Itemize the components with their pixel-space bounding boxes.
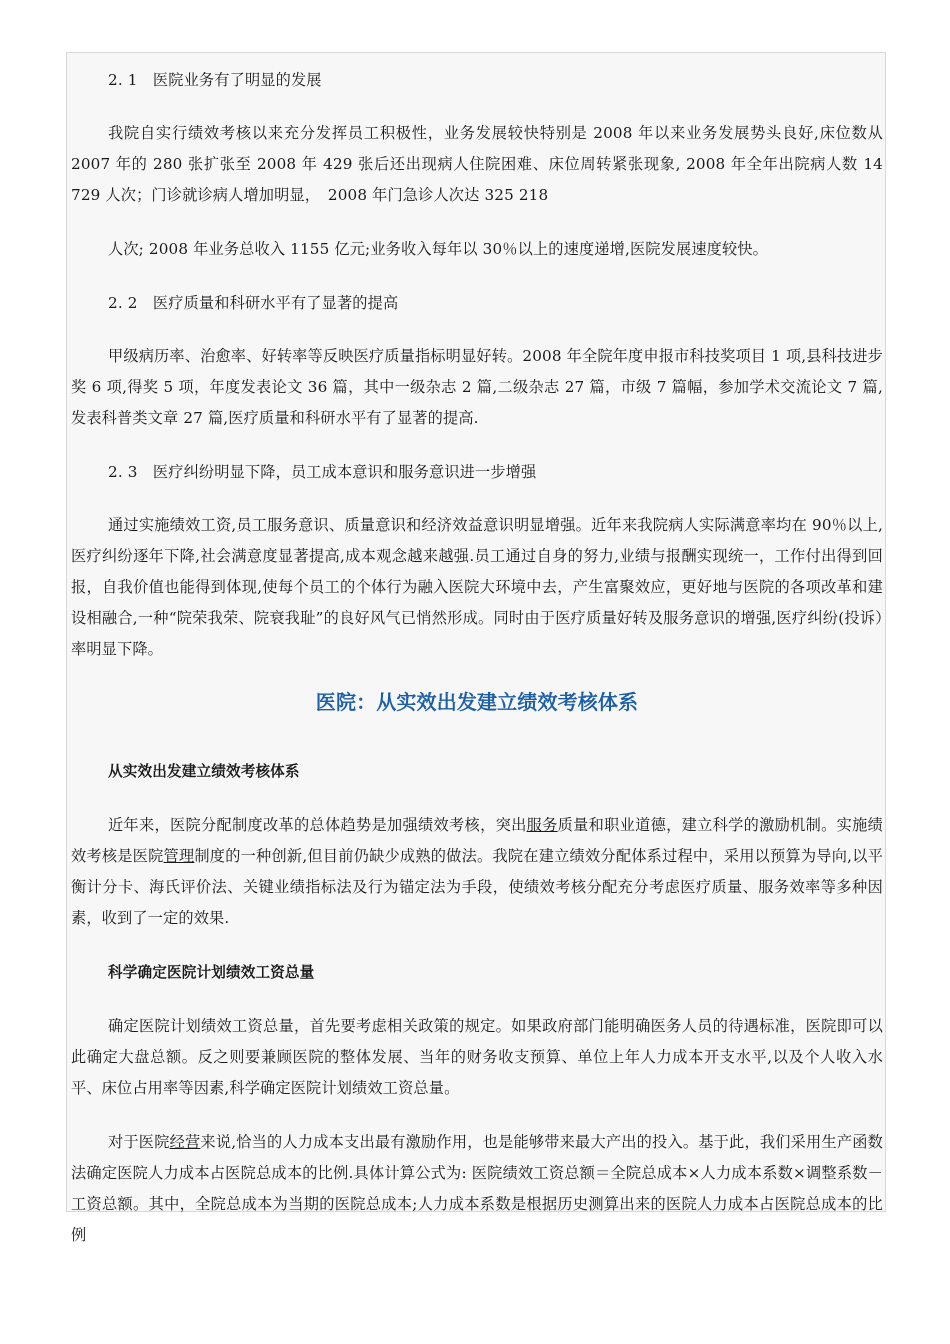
text-segment: 来说,恰当的人力成本支出最有激励作用，也是能够带来最大产出的投入。基于此，我们采用生产函数法确定医院人力成本占医院总成本的比例.具体计算公式为: 医院绩效工资总额＝全院总成本×人力成本系数×调整系数－工资总额。其中，全院总成本为当期的医院总成本;人力成本系数是根据历史测算出来的医院人力成本占医院总成本的比例 xyxy=(71,1133,883,1244)
text-segment: 对于医院 xyxy=(108,1133,170,1151)
paragraph-revenue: 人次; 2008 年业务总收入 1155 亿元;业务收入每年以 30％以上的速度递增,医院发展速度较快。 xyxy=(108,240,769,258)
section-heading-2-2: 2. 2 医疗质量和科研水平有了显著的提高 xyxy=(108,294,399,312)
section-heading-2-1: 2. 1 医院业务有了明显的发展 xyxy=(108,71,322,89)
paragraph-disputes: 通过实施绩效工资,员工服务意识、质量意识和经济效益意识明显增强。近年来我院病人实际满意率均在 90％以上,医疗纠纷逐年下降,社会满意度显著提高,成本观念越来越强.员工通过自身的努力,业绩与报酬实现统一，工作付出得到回报，自我价值也能得到体现,使每个员工的个体行为融入医院大环境中去，产生富聚效应，更好地与医院的各项改革和建设相融合,一种“院荣我荣、院衰我耻”的良好风气已悄然形成。同时由于医疗质量好转及服务意识的增强,医疗纠纷(投诉）率明显下降。 xyxy=(71,516,883,658)
link-operation[interactable]: 经营 xyxy=(169,1133,201,1151)
text-segment: 近年来，医院分配制度改革的总体趋势是加强绩效考核，突出 xyxy=(108,816,527,834)
article-title: 医院：从实效出发建立绩效考核体系 xyxy=(315,690,639,714)
paragraph-cost-formula xyxy=(71,1127,883,1251)
document-page xyxy=(66,52,886,1244)
text-segment: 质量和职业道德，建立科学的激励机制。实施绩效考核是医院 xyxy=(71,816,883,865)
link-management[interactable]: 管理 xyxy=(163,847,195,865)
section-heading-2-3: 2. 3 医疗纠纷明显下降，员工成本意识和服务意识进一步增强 xyxy=(108,463,537,481)
article-heading-system: 从实效出发建立绩效考核体系 xyxy=(108,763,300,780)
link-service[interactable]: 服务 xyxy=(526,816,558,834)
paragraph-salary-total: 确定医院计划绩效工资总量，首先要考虑相关政策的规定。如果政府部门能明确医务人员的待遇标准，医院即可以此确定大盘总额。反之则要兼顾医院的整体发展、当年的财务收支预算、单位上年人力成本开支水平,以及个人收入水平、床位占用率等因素,科学确定医院计划绩效工资总量。 xyxy=(71,1017,883,1097)
paragraph-quality-research: 甲级病历率、治愈率、好转率等反映医疗质量指标明显好转。2008 年全院年度申报市科技奖项目 1 项,县科技进步奖 6 项,得奖 5 项，年度发表论文 36 篇，其中一级杂志 2 篇,二级杂志 27 篇，市级 7 篇幅，参加学术交流论文 7 篇,发表科普类文章 27 篇,医疗质量和科研水平有了显著的提高. xyxy=(71,347,883,427)
paragraph-business-growth: 我院自实行绩效考核以来充分发挥员工积极性，业务发展较快特别是 2008 年以来业务发展势头良好,床位数从 2007 年的 280 张扩张至 2008 年 429 张后还出现病人住院困难、床位周转紧张现象, 2008 年全年出院病人数 14 729 人次；门诊就诊病人增加明显， 2008 年门急诊人次达 325 218 xyxy=(71,124,883,204)
text-segment: 制度的一种创新,但目前仍缺少成熟的做法。我院在建立绩效分配体系过程中，采用以预算为导向,以平衡计分卡、海氏评价法、关键业绩指标法及行为锚定法为手段，使绩效考核分配充分考虑医疗质量、服务效率等多种因素，收到了一定的效果. xyxy=(71,847,883,927)
article-heading-salary-total: 科学确定医院计划绩效工资总量 xyxy=(108,964,315,981)
paragraph-reform-trend xyxy=(71,810,883,934)
document-content xyxy=(67,53,885,1251)
